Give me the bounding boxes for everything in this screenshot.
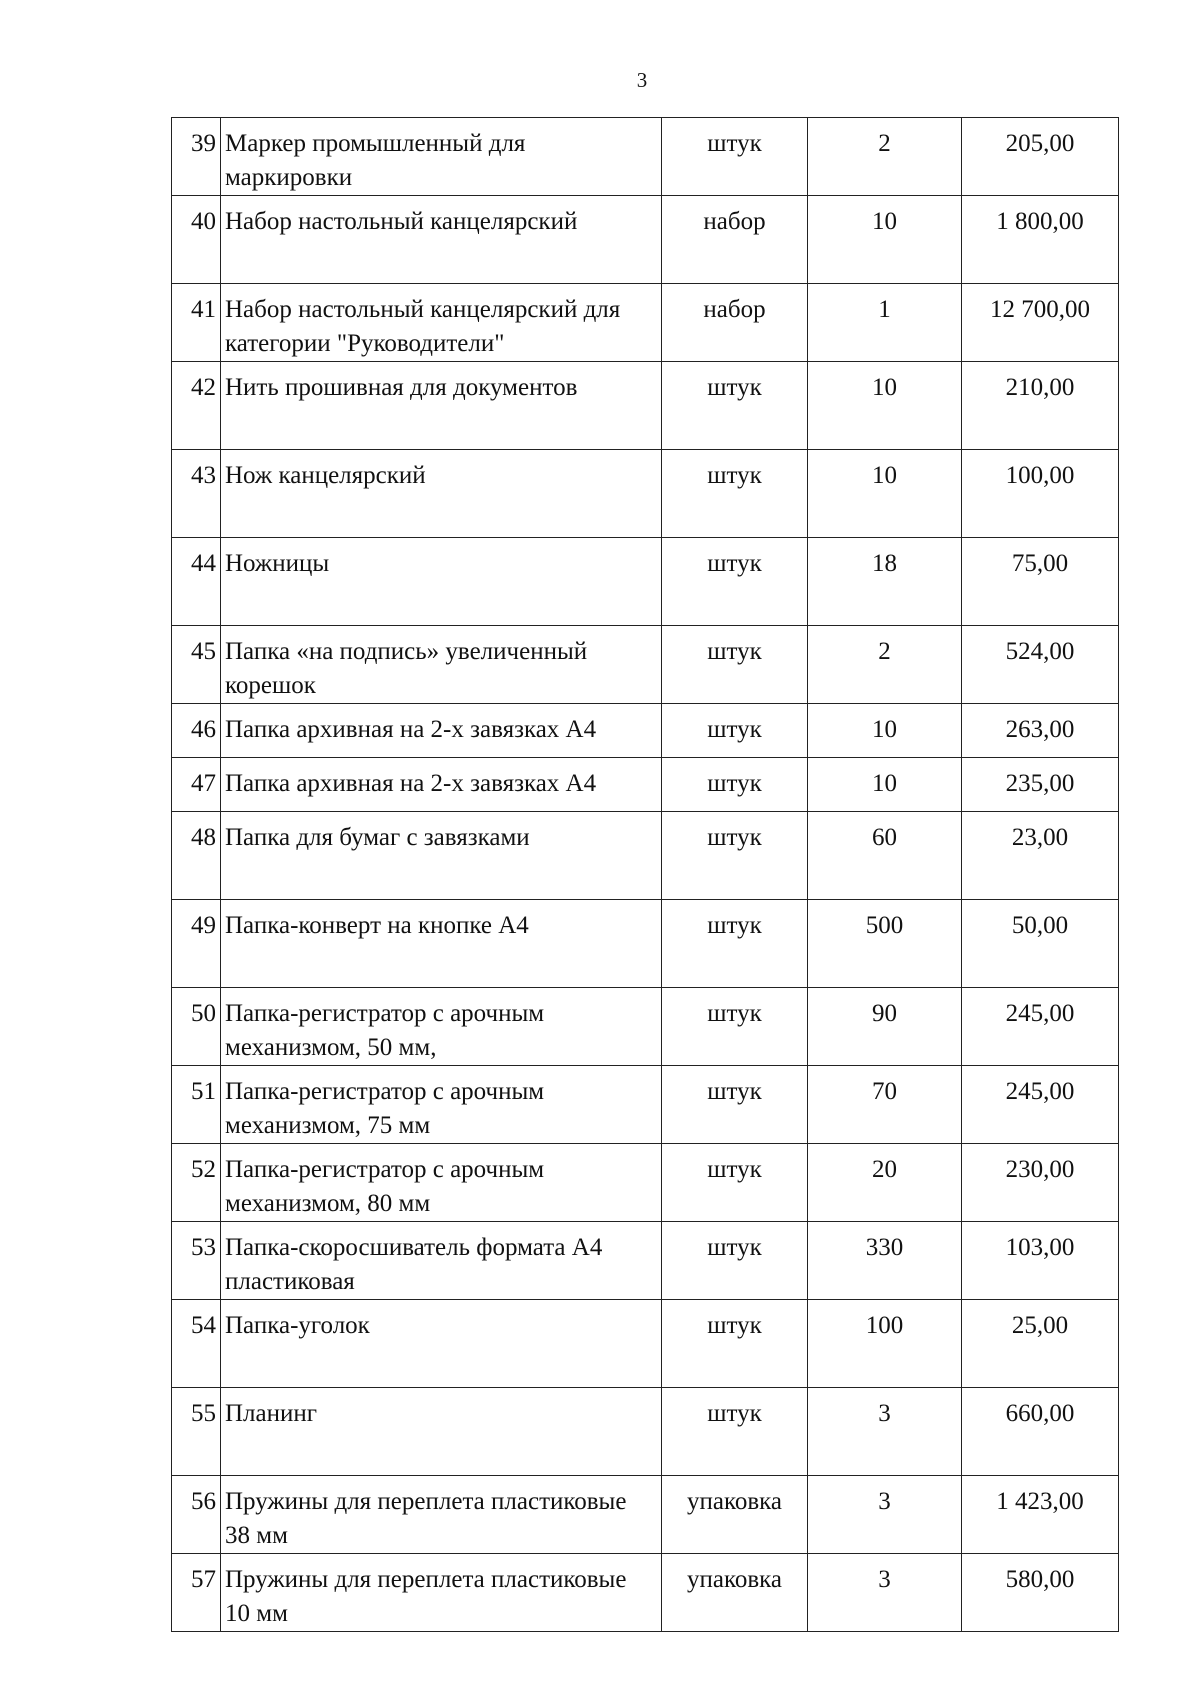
item-unit: штук — [662, 1300, 808, 1388]
row-number: 49 — [172, 900, 221, 988]
item-quantity: 10 — [808, 450, 962, 538]
item-price: 235,00 — [962, 758, 1119, 812]
item-name: Папка-регистратор с арочным механизмом, 50 мм, — [221, 988, 662, 1066]
item-quantity: 20 — [808, 1144, 962, 1222]
item-price: 75,00 — [962, 538, 1119, 626]
table-row — [172, 704, 1119, 758]
item-unit: штук — [662, 812, 808, 900]
item-name: Папка-регистратор с арочным механизмом, 80 мм — [221, 1144, 662, 1222]
row-number: 55 — [172, 1388, 221, 1476]
item-quantity: 70 — [808, 1066, 962, 1144]
row-number: 43 — [172, 450, 221, 538]
table-row — [172, 362, 1119, 450]
item-name: Папка-скоросшиватель формата А4 пластиковая — [221, 1222, 662, 1300]
item-quantity: 1 — [808, 284, 962, 362]
item-quantity: 500 — [808, 900, 962, 988]
row-number: 46 — [172, 704, 221, 758]
item-quantity: 2 — [808, 118, 962, 196]
item-price: 23,00 — [962, 812, 1119, 900]
table-row — [172, 284, 1119, 362]
item-unit: набор — [662, 196, 808, 284]
item-price: 660,00 — [962, 1388, 1119, 1476]
table-row — [172, 118, 1119, 196]
row-number: 54 — [172, 1300, 221, 1388]
item-unit: штук — [662, 758, 808, 812]
item-price: 245,00 — [962, 988, 1119, 1066]
supplies-table-body — [172, 118, 1119, 1632]
row-number: 42 — [172, 362, 221, 450]
item-name: Пружины для переплета пластиковые 38 мм — [221, 1476, 662, 1554]
item-name: Маркер промышленный для маркировки — [221, 118, 662, 196]
item-price: 12 700,00 — [962, 284, 1119, 362]
item-name: Папка «на подпись» увеличенный корешок — [221, 626, 662, 704]
item-quantity: 60 — [808, 812, 962, 900]
item-name: Пружины для переплета пластиковые 10 мм — [221, 1554, 662, 1632]
item-name: Папка-уголок — [221, 1300, 662, 1388]
item-price: 1 423,00 — [962, 1476, 1119, 1554]
item-unit: набор — [662, 284, 808, 362]
row-number: 48 — [172, 812, 221, 900]
table-row — [172, 538, 1119, 626]
item-price: 100,00 — [962, 450, 1119, 538]
item-unit: упаковка — [662, 1554, 808, 1632]
item-quantity: 90 — [808, 988, 962, 1066]
item-unit: упаковка — [662, 1476, 808, 1554]
table-row — [172, 626, 1119, 704]
item-name: Папка-регистратор с арочным механизмом, 75 мм — [221, 1066, 662, 1144]
table-row — [172, 1144, 1119, 1222]
item-quantity: 10 — [808, 362, 962, 450]
item-unit: штук — [662, 450, 808, 538]
item-name: Ножницы — [221, 538, 662, 626]
item-unit: штук — [662, 1222, 808, 1300]
row-number: 56 — [172, 1476, 221, 1554]
row-number: 57 — [172, 1554, 221, 1632]
item-quantity: 100 — [808, 1300, 962, 1388]
row-number: 45 — [172, 626, 221, 704]
item-name: Набор настольный канцелярский — [221, 196, 662, 284]
item-price: 50,00 — [962, 900, 1119, 988]
item-price: 524,00 — [962, 626, 1119, 704]
item-unit: штук — [662, 704, 808, 758]
item-name: Папка-конверт на кнопке А4 — [221, 900, 662, 988]
item-quantity: 10 — [808, 758, 962, 812]
table-row — [172, 1388, 1119, 1476]
item-unit: штук — [662, 1066, 808, 1144]
item-price: 205,00 — [962, 118, 1119, 196]
item-price: 245,00 — [962, 1066, 1119, 1144]
supplies-table — [171, 117, 1119, 1632]
item-price: 580,00 — [962, 1554, 1119, 1632]
table-row — [172, 1222, 1119, 1300]
table-row — [172, 196, 1119, 284]
row-number: 50 — [172, 988, 221, 1066]
item-unit: штук — [662, 900, 808, 988]
table-row — [172, 450, 1119, 538]
page-number: 3 — [636, 68, 648, 92]
table-row — [172, 1476, 1119, 1554]
row-number: 41 — [172, 284, 221, 362]
item-quantity: 2 — [808, 626, 962, 704]
item-price: 1 800,00 — [962, 196, 1119, 284]
table-row — [172, 1554, 1119, 1632]
table-row — [172, 758, 1119, 812]
item-name: Папка архивная на 2-х завязках А4 — [221, 704, 662, 758]
item-unit: штук — [662, 988, 808, 1066]
table-row — [172, 988, 1119, 1066]
item-quantity: 10 — [808, 196, 962, 284]
item-price: 230,00 — [962, 1144, 1119, 1222]
item-price: 25,00 — [962, 1300, 1119, 1388]
table-row — [172, 1066, 1119, 1144]
row-number: 52 — [172, 1144, 221, 1222]
item-unit: штук — [662, 1388, 808, 1476]
table-row — [172, 812, 1119, 900]
item-name: Нож канцелярский — [221, 450, 662, 538]
table-row — [172, 900, 1119, 988]
item-name: Папка архивная на 2-х завязках А4 — [221, 758, 662, 812]
item-unit: штук — [662, 118, 808, 196]
item-name: Папка для бумаг с завязками — [221, 812, 662, 900]
table-row — [172, 1300, 1119, 1388]
item-unit: штук — [662, 538, 808, 626]
item-unit: штук — [662, 626, 808, 704]
item-quantity: 3 — [808, 1388, 962, 1476]
item-unit: штук — [662, 362, 808, 450]
item-quantity: 10 — [808, 704, 962, 758]
item-quantity: 3 — [808, 1554, 962, 1632]
row-number: 44 — [172, 538, 221, 626]
item-name: Планинг — [221, 1388, 662, 1476]
item-price: 103,00 — [962, 1222, 1119, 1300]
item-price: 210,00 — [962, 362, 1119, 450]
item-quantity: 18 — [808, 538, 962, 626]
row-number: 47 — [172, 758, 221, 812]
item-name: Набор настольный канцелярский для категории "Руководители" — [221, 284, 662, 362]
row-number: 53 — [172, 1222, 221, 1300]
row-number: 40 — [172, 196, 221, 284]
item-quantity: 3 — [808, 1476, 962, 1554]
item-price: 263,00 — [962, 704, 1119, 758]
row-number: 51 — [172, 1066, 221, 1144]
item-name: Нить прошивная для документов — [221, 362, 662, 450]
row-number: 39 — [172, 118, 221, 196]
item-quantity: 330 — [808, 1222, 962, 1300]
item-unit: штук — [662, 1144, 808, 1222]
